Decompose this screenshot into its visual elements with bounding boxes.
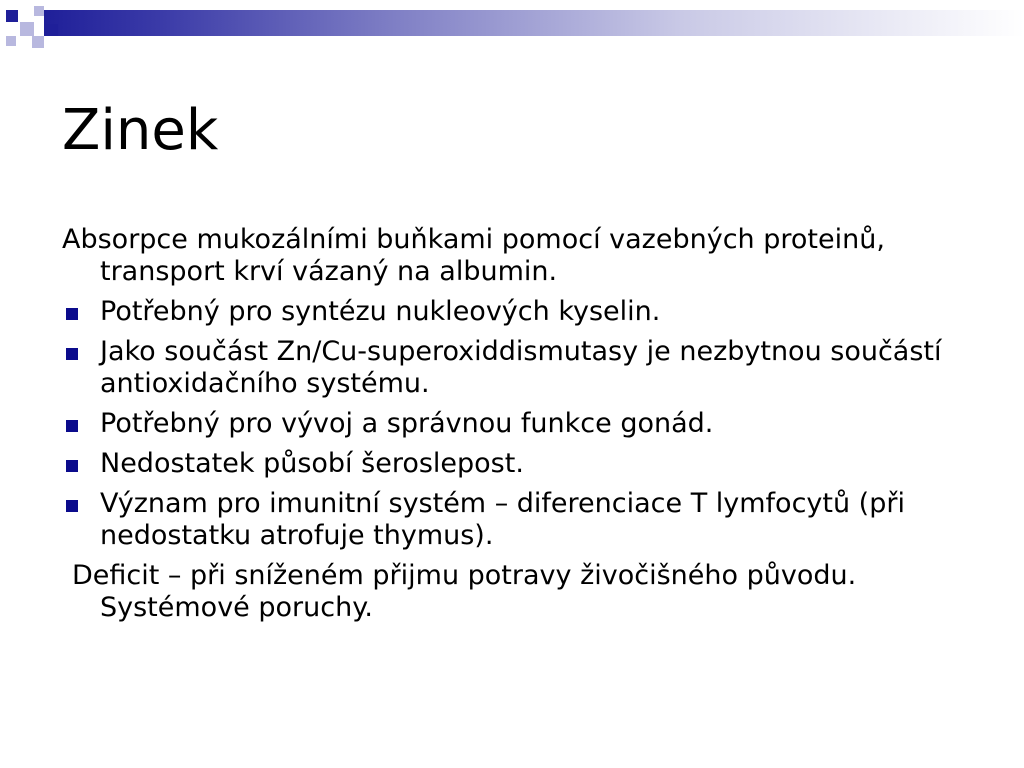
bullet-text: Nedostatek působí šeroslepost.: [100, 448, 524, 479]
header-decoration: [0, 0, 1024, 62]
slide-body: [62, 224, 982, 632]
decor-square: [6, 10, 18, 22]
square-bullet-icon: [66, 348, 78, 360]
bullet-item: [62, 488, 982, 552]
bullet-item: [62, 336, 982, 400]
square-bullet-icon: [66, 460, 78, 472]
header-gradient-strip: [44, 10, 1024, 36]
bullet-text: Potřebný pro vývoj a správnou funkce gonád.: [100, 408, 714, 439]
bullet-text: Význam pro imunitní systém – diferenciace T lymfocytů (při nedostatku atrofuje thymus).: [100, 488, 905, 551]
bullet-text: Potřebný pro syntézu nukleových kyselin.: [100, 296, 661, 327]
bullet-text: Jako součást Zn/Cu-superoxiddismutasy je nezbytnou součástí antioxidačního systému.: [100, 336, 942, 399]
decor-square: [46, 24, 58, 36]
bullet-item: [62, 448, 982, 480]
decor-square: [6, 36, 16, 46]
decor-square: [20, 22, 34, 36]
decor-square: [34, 6, 44, 16]
bullet-item: [62, 296, 982, 328]
square-bullet-icon: [66, 420, 78, 432]
intro-paragraph: Absorpce mukozálními buňkami pomocí vazebných proteinů, transport krví vázaný na albumin.: [62, 224, 885, 287]
decor-square: [32, 36, 44, 48]
square-bullet-icon: [66, 500, 78, 512]
slide-title: Zinek: [62, 98, 219, 163]
square-bullet-icon: [66, 308, 78, 320]
deficit-paragraph: Deficit – při sníženém přijmu potravy živočišného původu. Systémové poruchy.: [72, 560, 857, 623]
bullet-item: [62, 408, 982, 440]
